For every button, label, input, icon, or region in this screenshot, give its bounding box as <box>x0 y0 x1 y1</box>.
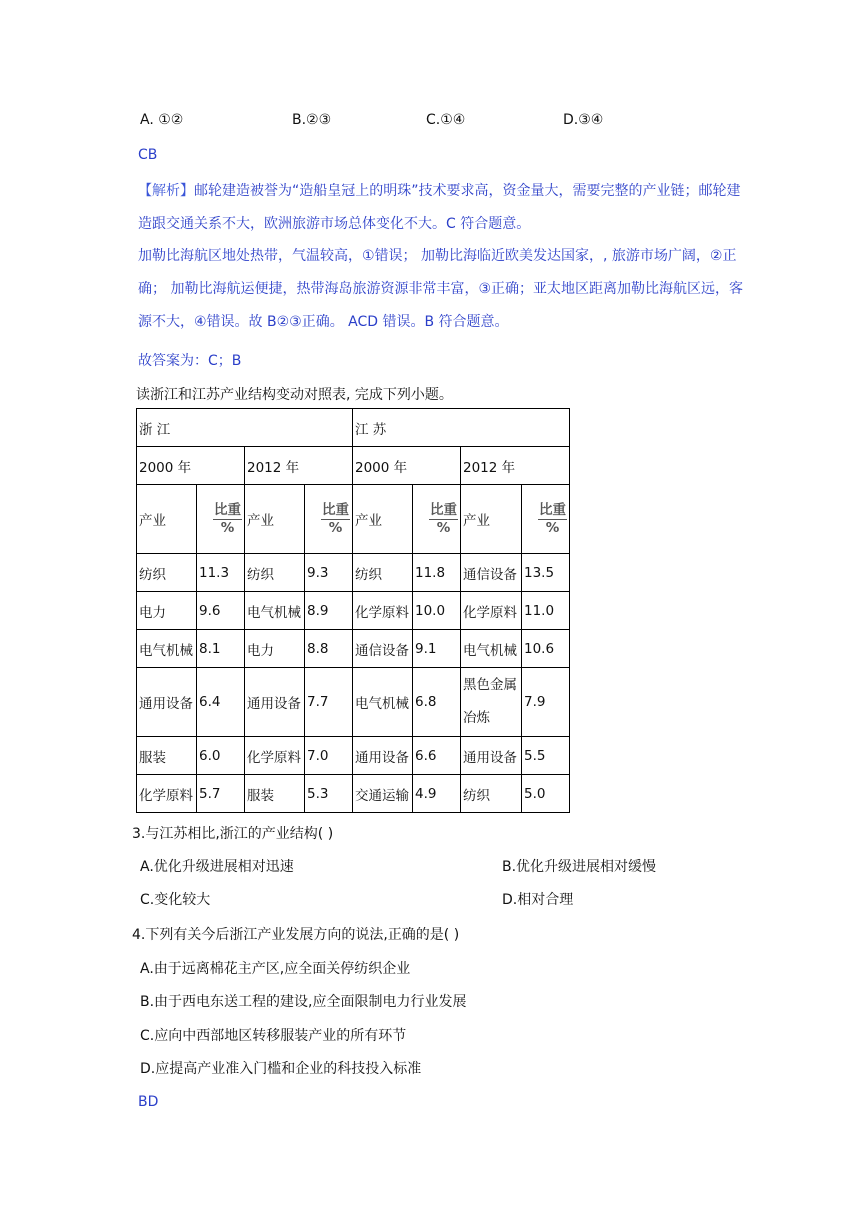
table-cell: 纺织 <box>353 554 413 592</box>
table-cell: 13.5 <box>522 554 570 592</box>
table-cell: 4.9 <box>413 775 461 813</box>
table-row <box>137 554 570 592</box>
table-cell: 电气机械 <box>353 668 413 737</box>
table-cell: 6.6 <box>413 737 461 775</box>
option-c: C.①④ <box>426 112 466 128</box>
industry-structure-table <box>136 408 570 813</box>
table-cell: 7.9 <box>522 668 570 737</box>
analysis-tag: 【解析】 <box>138 183 194 199</box>
question-4-option-c: C.应向中西部地区转移服装产业的所有环节 <box>140 1028 407 1044</box>
table-cell: 11.3 <box>197 554 245 592</box>
table-cell: 纺织 <box>137 554 197 592</box>
table-cell: 5.0 <box>522 775 570 813</box>
table-cell: 纺织 <box>461 775 522 813</box>
table-cell: 5.5 <box>522 737 570 775</box>
question-3-stem: 3.与江苏相比,浙江的产业结构( ) <box>132 826 334 842</box>
industry-header: 产业 <box>353 485 413 554</box>
table-cell: 6.8 <box>413 668 461 737</box>
table-cell: 电力 <box>245 630 305 668</box>
ratio-header: 比重 % <box>522 485 570 554</box>
industry-header: 产业 <box>137 485 197 554</box>
table-cell: 9.1 <box>413 630 461 668</box>
table-cell: 5.7 <box>197 775 245 813</box>
table-cell: 9.3 <box>305 554 353 592</box>
table-cell: 电气机械 <box>245 592 305 630</box>
year-header: 2012 年 <box>461 447 570 485</box>
answer-key-1: CB <box>138 147 158 163</box>
table-cell: 6.0 <box>197 737 245 775</box>
table-cell: 黑色金属冶炼 <box>461 668 522 737</box>
question-3-option-c: C.变化较大 <box>140 892 211 908</box>
table-cell: 11.8 <box>413 554 461 592</box>
table-cell: 11.0 <box>522 592 570 630</box>
question-4-option-d: D.应提高产业准入门槛和企业的科技投入标准 <box>140 1061 422 1077</box>
table-row <box>137 668 570 737</box>
table-cell: 6.4 <box>197 668 245 737</box>
answer-key-2: BD <box>138 1094 159 1110</box>
table-cell: 通用设备 <box>137 668 197 737</box>
column-header-row <box>137 485 570 554</box>
table-cell: 8.9 <box>305 592 353 630</box>
table-cell: 5.3 <box>305 775 353 813</box>
table-cell: 化学原料 <box>137 775 197 813</box>
table-cell: 通信设备 <box>353 630 413 668</box>
option-b: B.②③ <box>292 112 332 128</box>
table-row <box>137 775 570 813</box>
table-cell: 通用设备 <box>461 737 522 775</box>
ratio-header: 比重 % <box>305 485 353 554</box>
table-row <box>137 592 570 630</box>
table-cell: 服装 <box>245 775 305 813</box>
table-cell: 7.0 <box>305 737 353 775</box>
question-3-option-a: A.优化升级进展相对迅速 <box>140 859 294 875</box>
table-intro: 读浙江和江苏产业结构变动对照表, 完成下列小题。 <box>136 387 453 403</box>
table-cell: 化学原料 <box>245 737 305 775</box>
table-cell: 化学原料 <box>461 592 522 630</box>
table-cell: 7.7 <box>305 668 353 737</box>
table-cell: 通用设备 <box>353 737 413 775</box>
analysis-paragraph-1 <box>138 175 748 241</box>
analysis-text-1: 邮轮建造被誉为“造船皇冠上的明珠”技术要求高，资金量大，需要完整的产业链；邮轮建造跟交通关系不大，欧洲旅游市场总体变化不大。C 符合题意。 <box>138 183 741 232</box>
question-4-option-b: B.由于西电东送工程的建设,应全面限制电力行业发展 <box>140 994 467 1010</box>
table-cell: 10.6 <box>522 630 570 668</box>
question-3-option-b: B.优化升级进展相对缓慢 <box>502 859 657 875</box>
table-cell: 8.1 <box>197 630 245 668</box>
table-cell: 通用设备 <box>245 668 305 737</box>
year-header: 2000 年 <box>353 447 461 485</box>
industry-header: 产业 <box>245 485 305 554</box>
ratio-header: 比重 % <box>197 485 245 554</box>
province-jiangsu: 江 苏 <box>353 409 570 447</box>
table-row <box>137 737 570 775</box>
table-cell: 9.6 <box>197 592 245 630</box>
analysis-answer: 故答案为：C；B <box>138 353 242 369</box>
table-cell: 10.0 <box>413 592 461 630</box>
question-4-stem: 4.下列有关今后浙江产业发展方向的说法,正确的是( ) <box>132 927 460 943</box>
table-cell: 化学原料 <box>353 592 413 630</box>
analysis-paragraph-2: 加勒比海航区地处热带，气温较高，①错误； 加勒比海临近欧美发达国家，, 旅游市场广阔，②正确； 加勒比海航运便捷，热带海岛旅游资源非常丰富，③正确；亚太地区距离加勒比海航区远，客源不大，④错误。故 B②③正确。 ACD 错误。B 符合题意。 <box>138 248 743 330</box>
option-a: A. ①② <box>140 112 184 128</box>
table-row <box>137 630 570 668</box>
table-cell: 电力 <box>137 592 197 630</box>
question-3-option-d: D.相对合理 <box>502 892 574 908</box>
table-cell: 8.8 <box>305 630 353 668</box>
table-cell: 电气机械 <box>461 630 522 668</box>
option-d: D.③④ <box>563 112 604 128</box>
year-header: 2000 年 <box>137 447 245 485</box>
year-header: 2012 年 <box>245 447 353 485</box>
table-cell: 通信设备 <box>461 554 522 592</box>
table-cell: 电气机械 <box>137 630 197 668</box>
ratio-header: 比重 % <box>413 485 461 554</box>
province-zhejiang: 浙 江 <box>137 409 353 447</box>
table-cell: 交通运输 <box>353 775 413 813</box>
question-4-option-a: A.由于远离棉花主产区,应全面关停纺织企业 <box>140 961 411 977</box>
table-cell: 纺织 <box>245 554 305 592</box>
table-cell: 服装 <box>137 737 197 775</box>
industry-header: 产业 <box>461 485 522 554</box>
